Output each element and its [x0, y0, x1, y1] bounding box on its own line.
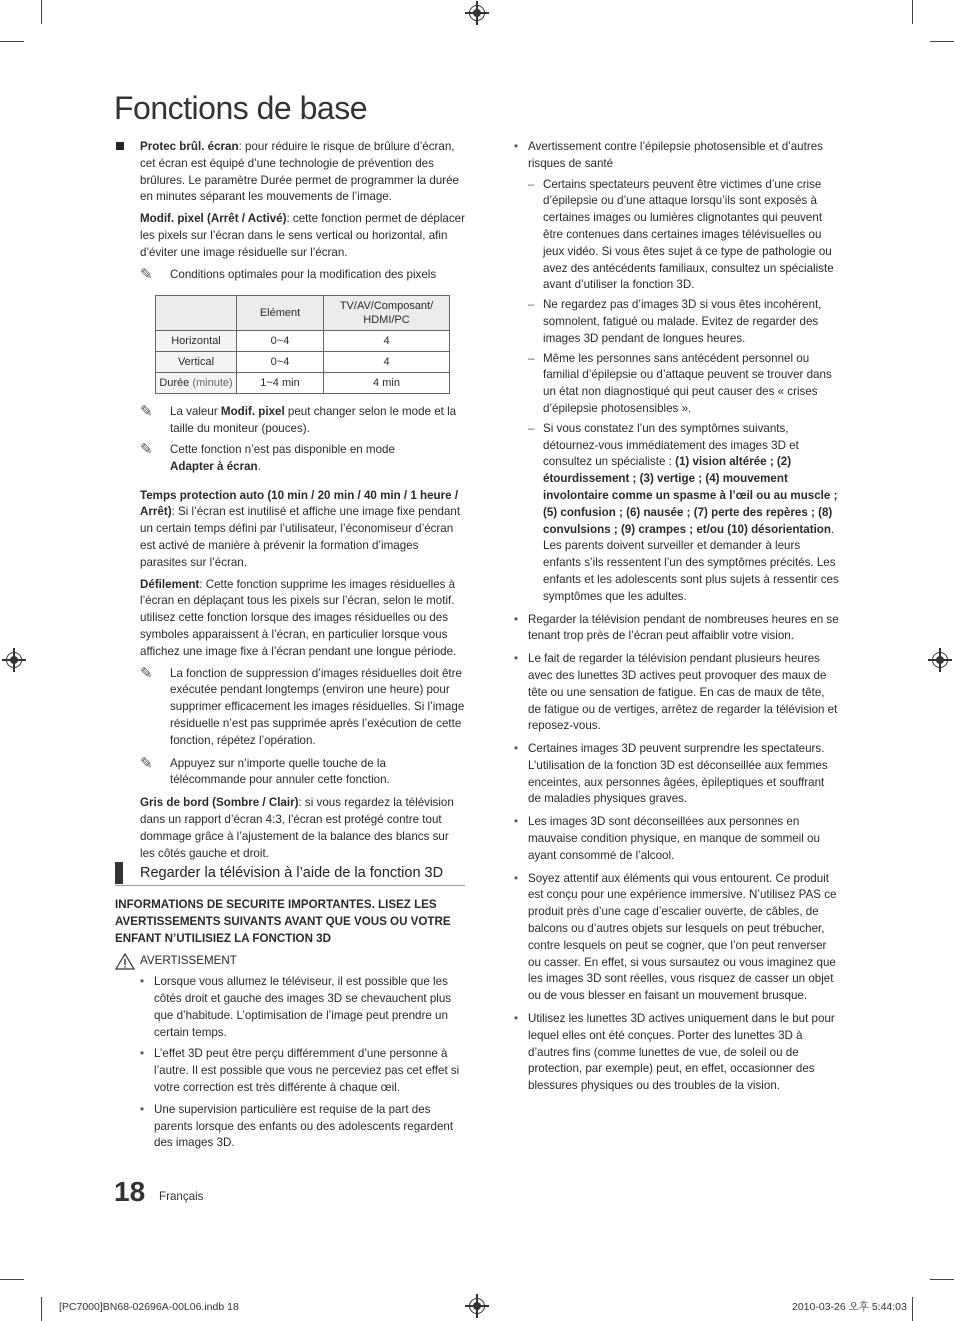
modif-text: : cette fonction permet de déplacer les pixels sur l’écran dans le sens vertical ou horizontal, afin d’éviter une image résiduelle sur l’écran.	[140, 212, 465, 259]
list-item: • Lorsque vous allumez le téléviseur, il est possible que les côtés droit et gauche des images 3D se chevauchent plus que d’habitude. L’optimisation de l’image peut prendre un certain temps.	[140, 974, 465, 1041]
right-column	[514, 139, 840, 1100]
table-row-header: Vertical	[156, 352, 237, 373]
pencil-note-icon: ✎	[140, 754, 153, 772]
list-item: • Le fait de regarder la télévision pendant plusieurs heures avec des lunettes 3D actives peut provoquer des maux de tête ou une sensation de fatigue. En cas de maux de tête, de fatigue ou de vertiges, arrêtez de regarder la télévision et reposez-vous.	[514, 651, 840, 735]
dash-list	[528, 177, 840, 606]
protec-paragraph	[140, 139, 465, 206]
table-cell: 4	[324, 352, 450, 373]
file-info: [PC7000]BN68-02696A-00L06.indb 18	[59, 1301, 239, 1313]
table-cell: 0~4	[237, 331, 324, 352]
temps-text: : Si l’écran est inutilisé et affiche une image fixe pendant un certain temps défini par l’utilisateur, l’économiseur d’écran est activé de manière à prévenir la formation d’images parasites sur l’écran.	[140, 505, 461, 569]
page-language: Français	[159, 1190, 204, 1203]
note-suppr-text: La fonction de suppression d’images résiduelles doit être exécutée pendant longtemps (environ une heure) pour supprimer efficacement les images résiduelles. Si l’image résiduelle n’est pas supprimée après l’exécution de cette fonction, répétez l’opération.	[170, 666, 465, 747]
list-item: • Soyez attentif aux éléments qui vous entourent. Ce produit est conçu pour une expérience immersive. N’utilisez PAS ce produit près d’une cage d’escalier ouverte, de câbles, de balcons ou d’autres objets sur lesquels on peut trébucher, contre lesquels on peut se cogner, que l’on peut renverser ou casser. En effet, si vous sursautez ou vous imaginez que les images 3D sont réelles, vous risquez de casser un objet ou de vous blesser en faisant un mouvement brusque.	[514, 871, 840, 1005]
note-dispo-end: .	[257, 459, 261, 473]
protec-label: Protec brûl. écran	[140, 140, 239, 153]
defil-text: : Cette fonction supprime les images résiduelles à l’écran en déplaçant tous les pixels sur l’écran, selon le motif. utilisez cette fonction lorsque des images résiduelles ou des symboles apparaissent à l’écran, en particulier lorsque vous affichez une image fixe à l’écran pendant une longue période.	[140, 577, 457, 658]
crop-mark	[0, 1279, 24, 1280]
dash4-post: . Les parents doivent surveiller et demander à leurs enfants s’ils ressentent l’un des symptômes précités. Les enfants et les adolescents sont plus sujets à ressentir ces symptômes que les adultes.	[543, 522, 839, 603]
gris-label: Gris de bord (Sombre / Clair)	[140, 796, 299, 810]
table-cell: 1~4 min	[237, 373, 324, 394]
page-title: Fonctions de base	[114, 90, 367, 126]
list-item: • Les images 3D sont déconseillées aux personnes en mauvaise condition physique, en manque de sommeil ou ayant consommé de l’alcool.	[514, 814, 840, 864]
duree-unit: (minute)	[192, 377, 233, 390]
dash-item: – Ne regardez pas d’images 3D si vous êtes incohérent, somnolent, fatigué ou malade. Evitez de regarder des images 3D pendant de longues heures.	[528, 297, 840, 347]
note-conditions-text: Conditions optimales pour la modification des pixels	[170, 267, 437, 281]
table-header-row	[156, 296, 450, 331]
note-conditions	[140, 267, 465, 284]
note-touche	[140, 756, 465, 790]
dash-item: – Certains spectateurs peuvent être victimes d’une crise d’épilepsie ou d’une attaque lorsqu’ils sont exposés à certaines images ou lumières clignotantes qui peuvent être contenues dans certaines images télévisuelles ou jeux vidéo. Si vous êtes sujet à ce type de pathologie ou avez des antécédents familiaux, consultez un spécialiste avant d’utiliser la fonction 3D.	[528, 177, 840, 295]
crop-mark	[0, 41, 24, 42]
registration-mark-icon	[6, 652, 22, 668]
section-bar	[115, 862, 123, 884]
note-dispo	[140, 442, 465, 476]
note-touche-text: Appuyez sur n’importe quelle touche de la télécommande pour annuler cette fonction.	[170, 756, 390, 787]
crop-mark	[912, 0, 913, 24]
note-valeur	[140, 404, 465, 438]
list-item: • Une supervision particulière est requise de la part des parents lorsque des enfants ou des adolescents regardent des images 3D.	[140, 1102, 465, 1152]
note-valeur-post: peut changer selon le mode et la taille du moniteur (pouces).	[170, 405, 457, 436]
table-cell: 4 min	[324, 373, 450, 394]
epilepsy-intro: Avertissement contre l’épilepsie photosensible et d’autres risques de santé	[528, 140, 823, 170]
pencil-note-icon: ✎	[140, 265, 153, 283]
gris-text: : si vous regardez la télévision dans un rapport d’écran 4:3, l’écran est protégé contre tout dommage grâce à l’ajustement de la balance des blancs sur les côtés gauche et droit.	[140, 796, 454, 860]
table-row	[156, 373, 450, 394]
table-row	[156, 352, 450, 373]
gris-paragraph	[140, 795, 465, 862]
protec-text: : pour réduire le risque de brûlure d’écran, cet écran est équipé d’une technologie de prévention des brûlures. Le paramètre Durée permet de programmer la durée en minutes séparant les mouvements de l’image.	[140, 140, 459, 204]
list-item	[514, 139, 840, 606]
pencil-note-icon: ✎	[140, 403, 153, 421]
table-row-header	[156, 373, 237, 394]
safety-block	[115, 897, 465, 1157]
table-row-header: Horizontal	[156, 331, 237, 352]
pencil-note-icon: ✎	[140, 440, 153, 458]
info-heading: INFORMATIONS DE SECURITE IMPORTANTES. LISEZ LES AVERTISSEMENTS SUIVANTS AVANT QUE VOUS OU VOTRE ENFANT N’UTILISIEZ LA FONCTION 3D	[115, 898, 451, 945]
left-column	[140, 139, 465, 867]
square-bullet-icon	[116, 142, 124, 150]
note-suppr	[140, 666, 465, 750]
list-item: • Utilisez les lunettes 3D actives uniquement dans le but pour lequel elles ont été conçues. Porter des lunettes 3D à d’autres fins (comme lunettes de vue, de soleil ou de protection, par exemple) peut, en effet, occasionner des blessures physiques ou des troubles de la vision.	[514, 1011, 840, 1095]
dash-item: – Même les personnes sans antécédent personnel ou familial d’épilepsie ou d’attaque peuvent se trouver dans un état non diagnostiqué qui peut causer des « crises d’épilepsie photosensibles ».	[528, 351, 840, 418]
right-list	[514, 139, 840, 1095]
note-valeur-pre: La valeur	[170, 405, 221, 419]
note-dispo-bold: Adapter à écran	[170, 459, 258, 473]
dash-item	[528, 421, 840, 606]
table-header-cell	[156, 296, 237, 331]
registration-mark-icon	[469, 5, 485, 21]
section-heading	[115, 861, 465, 886]
defil-label: Défilement	[140, 577, 200, 591]
defil-paragraph	[140, 577, 465, 661]
note-valeur-bold: Modif. pixel	[220, 405, 285, 419]
warning-row	[115, 953, 465, 970]
table-cell: 0~4	[237, 352, 324, 373]
dash4-bold: (1) vision altérée ; (2) étourdissement ; (3) vertige ; (4) mouvement involontaire comme un spasme à l’œil ou au muscle ; (5) confusion ; (6) nausée ; (7) perte des repères ; (8) convulsions ; (9) crampes ; et/ou (10) désorientation	[543, 455, 838, 536]
warning-list	[140, 974, 465, 1152]
table-header-cell: TV/AV/Composant/ HDMI/PC	[324, 296, 450, 331]
modif-paragraph	[140, 211, 465, 261]
crop-mark	[930, 41, 954, 42]
list-item: • Certaines images 3D peuvent surprendre les spectateurs. L’utilisation de la fonction 3D est déconseillée aux femmes enceintes, aux personnes âgées, épileptiques et souffrant de maladies physiques graves.	[514, 741, 840, 808]
temps-label: Temps protection auto (10 min / 20 min / 40 min / 1 heure / Arrêt)	[140, 488, 459, 519]
crop-mark	[912, 1297, 913, 1321]
pencil-note-icon: ✎	[140, 664, 153, 682]
table-row	[156, 331, 450, 352]
warning-label: AVERTISSEMENT	[140, 954, 237, 968]
registration-mark-icon	[469, 1298, 485, 1314]
dash4-pre: Si vous constatez l’un des symptômes suivants, détournez-vous immédiatement des images 3D et consultez un spécialiste :	[543, 421, 799, 469]
crop-mark	[930, 1279, 954, 1280]
table-cell: 4	[324, 331, 450, 352]
list-item: • L’effet 3D peut être perçu différemment d’une personne à l’autre. Il est possible que vous ne perceviez pas cet effet si votre correction est très différente à chaque œil.	[140, 1046, 465, 1096]
print-timestamp: 2010-03-26 오후 5:44:03	[792, 1301, 907, 1313]
page-number: 18	[114, 1176, 146, 1207]
crop-mark	[41, 1297, 42, 1321]
table-header-cell: Elément	[237, 296, 324, 331]
temps-paragraph	[140, 488, 465, 572]
note-dispo-text: Cette fonction n’est pas disponible en mode	[170, 442, 395, 456]
duree-label: Durée	[159, 377, 190, 390]
section-title: Regarder la télévision à l’aide de la fonction 3D	[140, 865, 444, 881]
modif-label: Modif. pixel (Arrêt / Activé)	[140, 212, 287, 226]
pixel-table	[155, 295, 450, 394]
warning-triangle-icon	[115, 953, 135, 970]
list-item: • Regarder la télévision pendant de nombreuses heures en se tenant trop près de l’écran peut affaiblir votre vision.	[514, 612, 840, 646]
registration-mark-icon	[932, 652, 948, 668]
crop-mark	[41, 0, 42, 24]
